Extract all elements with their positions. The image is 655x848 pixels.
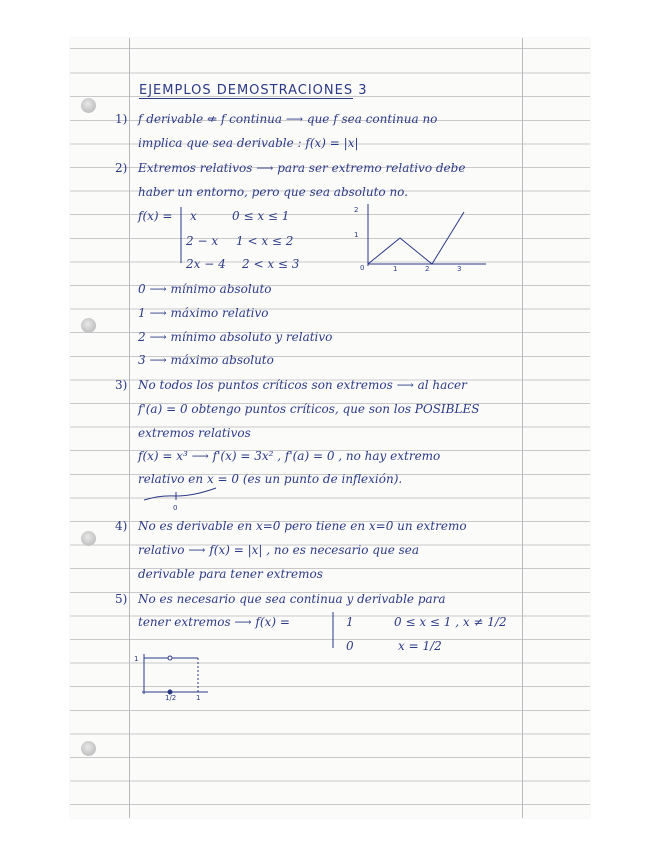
graph-1-y-tick-1: 1 — [354, 231, 359, 239]
graph-1-y-tick-2: 2 — [354, 206, 359, 214]
item-2-legend-1: 1 ⟶ máximo relativo — [138, 306, 269, 320]
item-2-piece-1-expr: x — [190, 209, 197, 223]
item-5-piece-2-domain: x = 1/2 — [398, 639, 442, 653]
item-3-line-3: extremos relativos — [138, 426, 251, 440]
item-2-piece-3-domain: 2 < x ≤ 3 — [242, 257, 300, 271]
item-1-line-2: implica que sea derivable : f(x) = |x| — [138, 136, 359, 150]
graph-1-origin-label: 0 — [360, 264, 365, 272]
item-3-line-4: f(x) = x³ ⟶ f'(x) = 3x² , f'(a) = 0 , no hay extremo — [138, 449, 441, 463]
item-5-line-2: tener extremos ⟶ f(x) = — [138, 615, 290, 629]
sketch-left-curve — [144, 496, 176, 500]
item-5-line-1: No es necesario que sea continua y derivable para — [138, 592, 446, 606]
item-4-number: 4) — [115, 519, 128, 533]
item-1-number: 1) — [115, 112, 128, 126]
right-margin-line — [522, 38, 523, 818]
item-2-number: 2) — [115, 161, 128, 175]
item-2-piece-3-expr: 2x − 4 — [186, 257, 226, 271]
item-2-piece-1-domain: 0 ≤ x ≤ 1 — [232, 209, 290, 223]
graph-1-x-tick-2: 2 — [425, 265, 430, 273]
item-2-line-1: Extremos relativos ⟶ para ser extremo relativo debe — [138, 161, 466, 175]
item-5-piecewise-brace — [330, 610, 340, 650]
item-3-line-2: f'(a) = 0 obtengo puntos críticos, que son los POSIBLES — [138, 402, 480, 416]
item-4-line-2: relativo ⟶ f(x) = |x| , no es necesario que sea — [138, 543, 420, 557]
item-5-piece-1-expr: 1 — [346, 615, 354, 629]
item-5-piece-2-expr: 0 — [346, 639, 354, 653]
item-2-line-2: haber un entorno, pero que sea absoluto no. — [138, 185, 408, 199]
punch-hole-4 — [81, 741, 96, 756]
item-4-line-3: derivable para tener extremos — [138, 567, 323, 581]
item-2-legend-0: 0 ⟶ mínimo absoluto — [138, 282, 272, 296]
punch-hole-3 — [81, 531, 96, 546]
graph-1-x-tick-1: 1 — [393, 265, 398, 273]
item-3-inflection-sketch — [140, 486, 230, 512]
item-2-function-label: f(x) = — [138, 209, 173, 223]
item-3-line-1: No todos los puntos críticos son extremos ⟶ al hacer — [138, 378, 467, 392]
item-2-piece-2-expr: 2 − x — [186, 234, 219, 248]
graph-2-x-tick-1: 1 — [196, 694, 201, 702]
item-5-piece-1-domain: 0 ≤ x ≤ 1 , x ≠ 1/2 — [394, 615, 507, 629]
title-underline — [139, 98, 353, 99]
graph-2-open-point — [168, 656, 172, 660]
graph-1-curve — [368, 212, 464, 264]
item-2-piece-2-domain: 1 < x ≤ 2 — [236, 234, 294, 248]
item-3-number: 3) — [115, 378, 128, 392]
graph-1-x-tick-3: 3 — [457, 265, 462, 273]
left-margin-line — [129, 38, 130, 818]
graph-2-y-tick-1: 1 — [134, 655, 139, 663]
item-2-legend-2: 2 ⟶ mínimo absoluto y relativo — [138, 330, 333, 344]
item-2-legend-3: 3 ⟶ máximo absoluto — [138, 353, 274, 367]
item-4-line-1: No es derivable en x=0 pero tiene en x=0 un extremo — [138, 519, 467, 533]
sketch-origin-label: 0 — [173, 504, 178, 512]
item-5-number: 5) — [115, 592, 128, 606]
punch-hole-1 — [81, 98, 96, 113]
item-1-line-1: f derivable ⇍ f continua ⟶ que f sea continua no — [138, 112, 438, 126]
punch-hole-2 — [81, 318, 96, 333]
item-3-line-5: relativo en x = 0 (es un punto de inflexión). — [138, 472, 403, 486]
graph-2-x-tick-half: 1/2 — [165, 694, 177, 702]
sketch-right-curve — [176, 488, 216, 496]
item-5-graph — [132, 652, 212, 702]
item-2-graph — [352, 200, 492, 273]
page-title: EJEMPLOS DEMOSTRACIONES 3 — [139, 83, 368, 98]
